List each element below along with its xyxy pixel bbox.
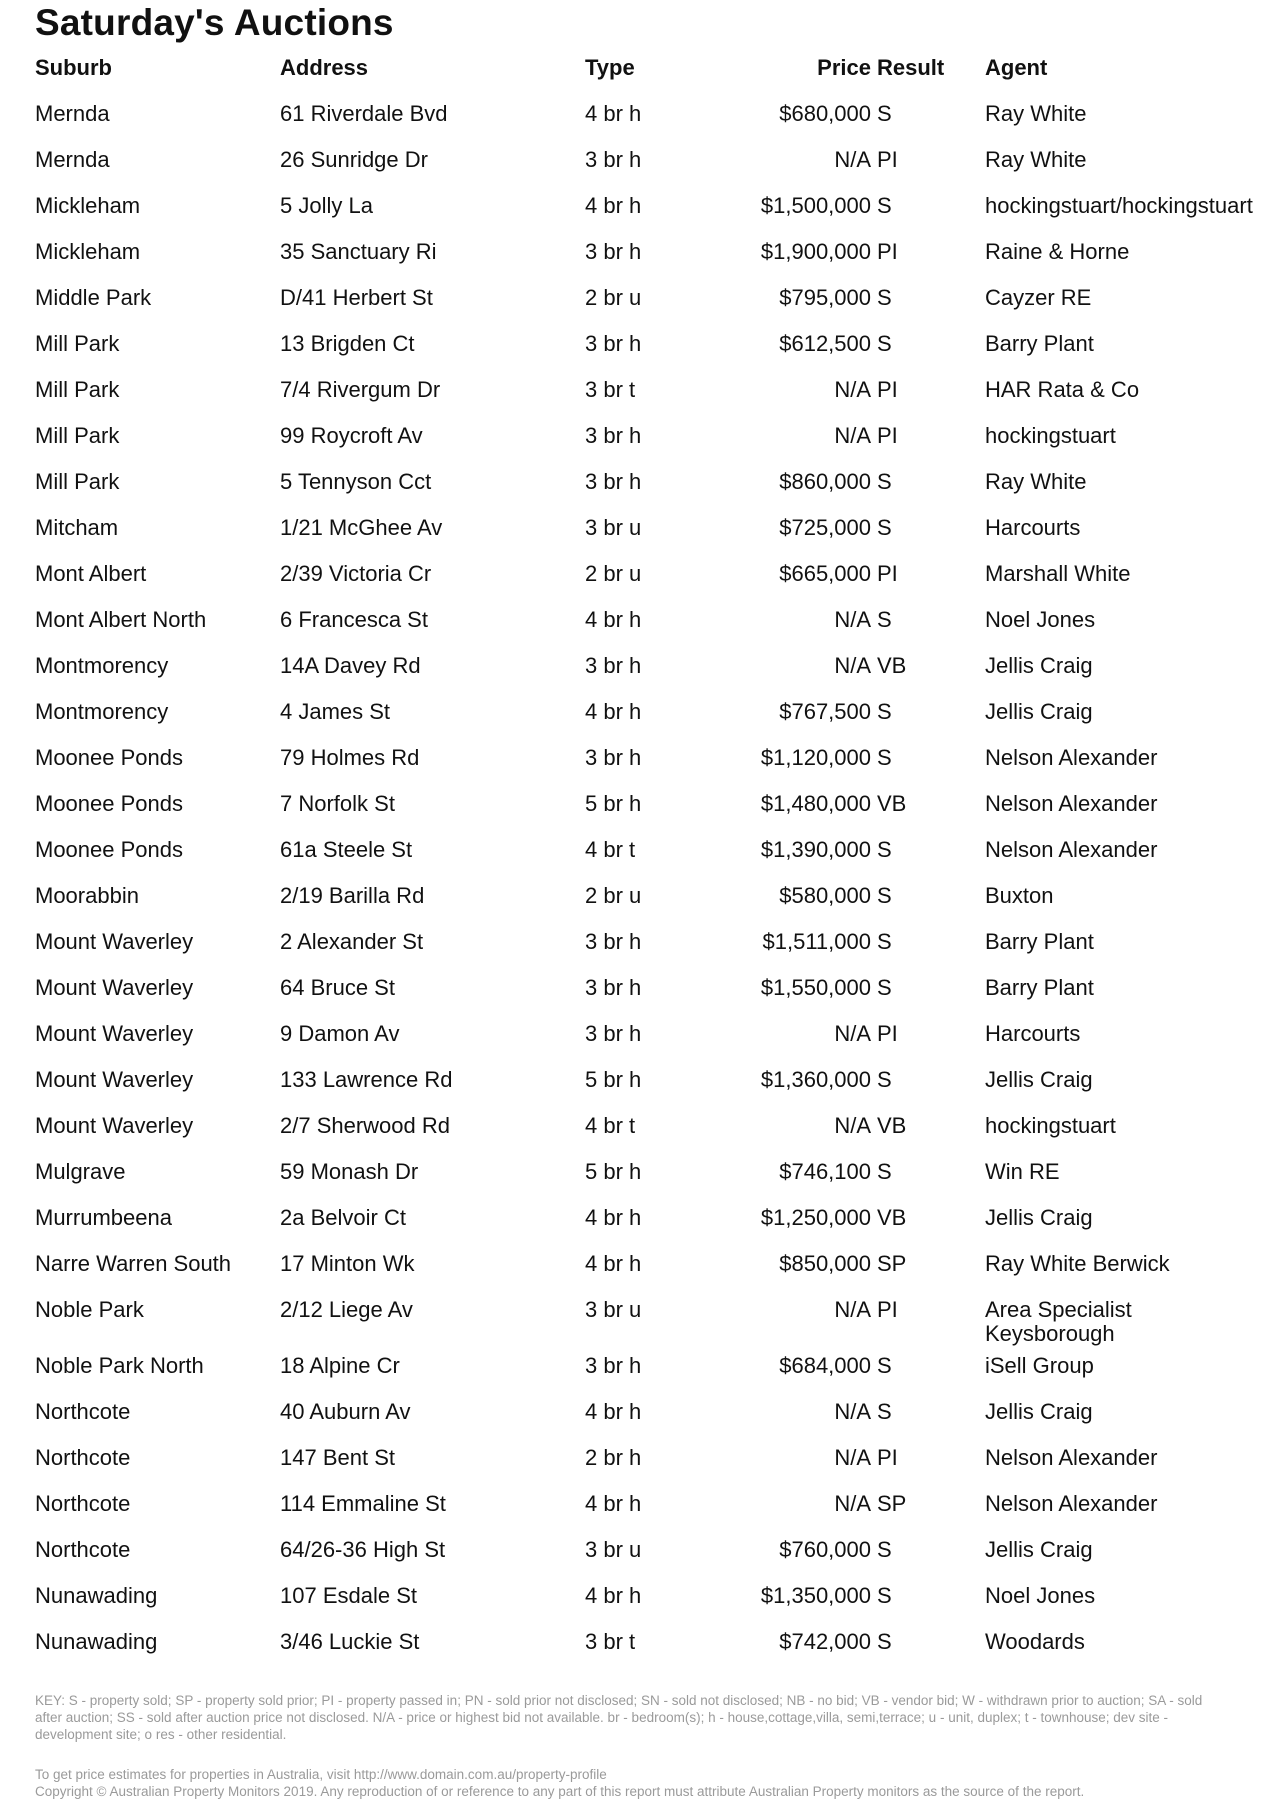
cell-agent: Barry Plant <box>985 331 1094 356</box>
footer <box>35 1766 1230 1800</box>
cell-agent: Woodards <box>985 1629 1085 1654</box>
table-row <box>35 516 1260 562</box>
footer-copyright: Copyright © Australian Property Monitors 2019. Any reproduction of or reference to any part of this report must attribute Australian Property monitors as the source of the report. <box>35 1784 1085 1799</box>
cell-result: S <box>877 699 892 724</box>
cell-type: 4 br h <box>585 1583 642 1608</box>
cell-agent: Nelson Alexander <box>985 837 1158 862</box>
cell-result: PI <box>877 1297 898 1322</box>
table-row <box>35 470 1260 516</box>
cell-type: 4 br h <box>585 1491 642 1516</box>
cell-address: 7 Norfolk St <box>280 791 395 816</box>
cell-suburb: Middle Park <box>35 285 152 310</box>
cell-agent: Win RE <box>985 1159 1060 1184</box>
cell-agent: hockingstuart/hockingstuart <box>985 193 1253 218</box>
cell-result: PI <box>877 377 898 402</box>
cell-address: 13 Brigden Ct <box>280 331 415 356</box>
table-row <box>35 562 1260 608</box>
table-row <box>35 1630 1260 1676</box>
cell-type: 3 br h <box>585 469 642 494</box>
cell-price: N/A <box>834 1491 871 1516</box>
cell-result: VB <box>877 791 907 816</box>
cell-suburb: Mickleham <box>35 239 141 264</box>
cell-price: $1,350,000 <box>760 1583 871 1608</box>
cell-result: PI <box>877 147 898 172</box>
cell-result: S <box>877 101 892 126</box>
cell-address: 59 Monash Dr <box>280 1159 419 1184</box>
cell-type: 4 br h <box>585 101 642 126</box>
cell-agent: Barry Plant <box>985 929 1094 954</box>
table-row <box>35 792 1260 838</box>
cell-result: PI <box>877 423 898 448</box>
cell-price: $725,000 <box>779 515 871 540</box>
cell-agent: HAR Rata & Co <box>985 377 1140 402</box>
cell-address: 64 Bruce St <box>280 975 395 1000</box>
cell-suburb: Mitcham <box>35 515 119 540</box>
cell-address: 26 Sunridge Dr <box>280 147 428 172</box>
cell-agent: Harcourts <box>985 1021 1081 1046</box>
cell-agent: Jellis Craig <box>985 699 1093 724</box>
cell-address: D/41 Herbert St <box>280 285 433 310</box>
cell-result: VB <box>877 1205 907 1230</box>
cell-result: S <box>877 331 892 356</box>
cell-price: $795,000 <box>779 285 871 310</box>
column-header-agent: Agent <box>985 55 1048 80</box>
cell-agent: Nelson Alexander <box>985 791 1158 816</box>
cell-type: 4 br h <box>585 1205 642 1230</box>
column-header-type: Type <box>585 55 635 80</box>
cell-suburb: Mernda <box>35 147 110 172</box>
table-row <box>35 1446 1260 1492</box>
cell-price: $1,360,000 <box>760 1067 871 1092</box>
cell-suburb: Mount Waverley <box>35 1021 194 1046</box>
table-row <box>35 700 1260 746</box>
cell-agent: Cayzer RE <box>985 285 1092 310</box>
auction-table <box>35 56 1260 1676</box>
cell-agent: Jellis Craig <box>985 1067 1093 1092</box>
cell-address: 17 Minton Wk <box>280 1251 415 1276</box>
table-row <box>35 1492 1260 1538</box>
cell-address: 6 Francesca St <box>280 607 428 632</box>
cell-price: $1,480,000 <box>760 791 871 816</box>
cell-result: S <box>877 1537 892 1562</box>
table-row <box>35 1022 1260 1068</box>
cell-agent: hockingstuart <box>985 423 1116 448</box>
cell-address: 7/4 Rivergum Dr <box>280 377 441 402</box>
cell-result: S <box>877 1399 892 1424</box>
cell-address: 114 Emmaline St <box>280 1491 446 1516</box>
cell-result: PI <box>877 239 898 264</box>
cell-agent: Ray White <box>985 147 1087 172</box>
column-header-suburb: Suburb <box>35 55 112 80</box>
cell-agent: Noel Jones <box>985 1583 1096 1608</box>
cell-address: 99 Roycroft Av <box>280 423 423 448</box>
cell-price: $767,500 <box>779 699 871 724</box>
cell-agent: Buxton <box>985 883 1054 908</box>
cell-type: 4 br h <box>585 607 642 632</box>
cell-type: 3 br h <box>585 1353 642 1378</box>
cell-price: $612,500 <box>779 331 871 356</box>
table-row <box>35 1068 1260 1114</box>
cell-address: 2/39 Victoria Cr <box>280 561 432 586</box>
cell-agent: Ray White <box>985 469 1087 494</box>
cell-type: 2 br u <box>585 883 642 908</box>
table-row <box>35 240 1260 286</box>
cell-result: S <box>877 1353 892 1378</box>
cell-suburb: Montmorency <box>35 699 169 724</box>
cell-address: 2/7 Sherwood Rd <box>280 1113 450 1138</box>
cell-result: S <box>877 883 892 908</box>
table-row <box>35 1114 1260 1160</box>
table-row <box>35 378 1260 424</box>
cell-address: 2/19 Barilla Rd <box>280 883 425 908</box>
cell-type: 3 br h <box>585 975 642 1000</box>
cell-address: 107 Esdale St <box>280 1583 417 1608</box>
cell-type: 4 br h <box>585 193 642 218</box>
cell-suburb: Mill Park <box>35 423 120 448</box>
cell-type: 3 br h <box>585 1021 642 1046</box>
cell-address: 64/26-36 High St <box>280 1537 446 1562</box>
cell-agent: Marshall White <box>985 561 1131 586</box>
table-row <box>35 286 1260 332</box>
cell-suburb: Mill Park <box>35 469 120 494</box>
table-row <box>35 1538 1260 1584</box>
cell-result: S <box>877 975 892 1000</box>
cell-suburb: Moonee Ponds <box>35 745 183 770</box>
cell-result: SP <box>877 1251 907 1276</box>
cell-price: $850,000 <box>779 1251 871 1276</box>
cell-address: 61a Steele St <box>280 837 413 862</box>
cell-result: S <box>877 745 892 770</box>
cell-result: S <box>877 515 892 540</box>
cell-type: 3 br h <box>585 331 642 356</box>
cell-suburb: Nunawading <box>35 1583 158 1608</box>
cell-suburb: Mickleham <box>35 193 141 218</box>
cell-result: S <box>877 469 892 494</box>
cell-suburb: Nunawading <box>35 1629 158 1654</box>
cell-price: $1,550,000 <box>760 975 871 1000</box>
cell-suburb: Narre Warren South <box>35 1251 232 1276</box>
cell-price: $580,000 <box>779 883 871 908</box>
cell-address: 5 Tennyson Cct <box>280 469 432 494</box>
cell-result: S <box>877 193 892 218</box>
table-row <box>35 838 1260 884</box>
cell-suburb: Northcote <box>35 1537 131 1562</box>
cell-agent: Barry Plant <box>985 975 1094 1000</box>
cell-address: 1/21 McGhee Av <box>280 515 443 540</box>
cell-type: 3 br u <box>585 1537 642 1562</box>
table-row <box>35 424 1260 470</box>
cell-price: $680,000 <box>779 101 871 126</box>
cell-address: 35 Sanctuary Ri <box>280 239 437 264</box>
table-row <box>35 1160 1260 1206</box>
cell-address: 5 Jolly La <box>280 193 373 218</box>
cell-result: VB <box>877 1113 907 1138</box>
cell-address: 14A Davey Rd <box>280 653 421 678</box>
cell-agent: iSell Group <box>985 1353 1094 1378</box>
cell-type: 5 br h <box>585 791 642 816</box>
cell-address: 4 James St <box>280 699 391 724</box>
cell-price: N/A <box>834 1021 871 1046</box>
cell-address: 133 Lawrence Rd <box>280 1067 453 1092</box>
table-row <box>35 1206 1260 1252</box>
cell-result: SP <box>877 1491 907 1516</box>
cell-suburb: Montmorency <box>35 653 169 678</box>
cell-suburb: Mont Albert <box>35 561 147 586</box>
cell-type: 3 br h <box>585 929 642 954</box>
table-row <box>35 194 1260 240</box>
cell-type: 4 br t <box>585 1113 636 1138</box>
cell-suburb: Moonee Ponds <box>35 837 183 862</box>
table-row <box>35 930 1260 976</box>
cell-suburb: Northcote <box>35 1399 131 1424</box>
cell-agent: Ray White <box>985 101 1087 126</box>
cell-result: S <box>877 1583 892 1608</box>
cell-price: N/A <box>834 423 871 448</box>
cell-type: 4 br h <box>585 1399 642 1424</box>
cell-address: 147 Bent St <box>280 1445 395 1470</box>
cell-type: 4 br h <box>585 1251 642 1276</box>
cell-suburb: Mill Park <box>35 331 120 356</box>
cell-suburb: Northcote <box>35 1491 131 1516</box>
cell-price: N/A <box>834 653 871 678</box>
table-row <box>35 1252 1260 1298</box>
cell-type: 2 br u <box>585 561 642 586</box>
cell-suburb: Mount Waverley <box>35 1067 194 1092</box>
cell-address: 79 Holmes Rd <box>280 745 420 770</box>
cell-price: $860,000 <box>779 469 871 494</box>
cell-price: N/A <box>834 147 871 172</box>
cell-result: S <box>877 285 892 310</box>
cell-price: $1,900,000 <box>760 239 871 264</box>
cell-agent: Harcourts <box>985 515 1081 540</box>
cell-price: $1,120,000 <box>760 745 871 770</box>
table-row <box>35 746 1260 792</box>
cell-type: 4 br h <box>585 699 642 724</box>
table-row <box>35 1400 1260 1446</box>
cell-result: PI <box>877 561 898 586</box>
cell-type: 3 br u <box>585 1297 642 1322</box>
cell-address: 2/12 Liege Av <box>280 1297 413 1322</box>
cell-result: VB <box>877 653 907 678</box>
cell-suburb: Mernda <box>35 101 110 126</box>
footer-price-estimate-note: To get price estimates for properties in Australia, visit http://www.domain.com.au/property-profile <box>35 1767 607 1782</box>
cell-suburb: Mont Albert North <box>35 607 207 632</box>
table-row <box>35 102 1260 148</box>
cell-suburb: Mount Waverley <box>35 929 194 954</box>
cell-price: $1,250,000 <box>760 1205 871 1230</box>
cell-agent: Ray White Berwick <box>985 1251 1170 1276</box>
cell-result: S <box>877 1629 892 1654</box>
cell-result: S <box>877 929 892 954</box>
cell-type: 5 br h <box>585 1067 642 1092</box>
table-row <box>35 884 1260 930</box>
cell-type: 2 br u <box>585 285 642 310</box>
cell-suburb: Mulgrave <box>35 1159 126 1184</box>
cell-price: $1,500,000 <box>760 193 871 218</box>
cell-suburb: Northcote <box>35 1445 131 1470</box>
cell-result: S <box>877 1067 892 1092</box>
cell-address: 61 Riverdale Bvd <box>280 101 448 126</box>
cell-suburb: Mount Waverley <box>35 975 194 1000</box>
cell-agent: Nelson Alexander <box>985 745 1158 770</box>
key-legend: KEY: S - property sold; SP - property sold prior; PI - property passed in; PN - sold prior not disclosed; SN - sold not disclosed; NB - no bid; VB - vendor bid; W - withdrawn prior to auction; SA - sold after auction; SS - sold after auction price not disclosed. N/A - price or highest bid not available. br - bedroom(s); h - house,cottage,villa, semi,terrace; u - unit, duplex; t - townhouse; dev site - development site; o res - other residential. <box>35 1693 1203 1742</box>
table-row <box>35 654 1260 700</box>
cell-address: 2 Alexander St <box>280 929 424 954</box>
cell-agent: Jellis Craig <box>985 1537 1093 1562</box>
cell-price: N/A <box>834 1297 871 1322</box>
cell-price: $1,511,000 <box>762 929 871 954</box>
cell-suburb: Moonee Ponds <box>35 791 183 816</box>
cell-result: S <box>877 837 892 862</box>
cell-address: 9 Damon Av <box>280 1021 400 1046</box>
cell-address: 18 Alpine Cr <box>280 1353 400 1378</box>
table-row <box>35 1584 1260 1630</box>
cell-agent: Nelson Alexander <box>985 1445 1158 1470</box>
cell-address: 40 Auburn Av <box>280 1399 411 1424</box>
cell-suburb: Noble Park <box>35 1297 144 1322</box>
cell-result: S <box>877 607 892 632</box>
cell-price: N/A <box>834 377 871 402</box>
column-header-address: Address <box>280 55 369 80</box>
cell-price: $684,000 <box>779 1353 871 1378</box>
cell-price: N/A <box>834 1399 871 1424</box>
cell-type: 4 br t <box>585 837 636 862</box>
cell-type: 3 br h <box>585 147 642 172</box>
cell-type: 3 br h <box>585 745 642 770</box>
cell-agent: Area Specialist Keysborough <box>985 1297 1132 1346</box>
cell-type: 3 br h <box>585 423 642 448</box>
table-row <box>35 148 1260 194</box>
cell-type: 3 br h <box>585 239 642 264</box>
cell-agent: Raine & Horne <box>985 239 1130 264</box>
cell-type: 3 br t <box>585 377 636 402</box>
cell-price: $1,390,000 <box>760 837 871 862</box>
cell-suburb: Moorabbin <box>35 883 139 908</box>
cell-agent: hockingstuart <box>985 1113 1116 1138</box>
table-row <box>35 1354 1260 1400</box>
cell-suburb: Murrumbeena <box>35 1205 172 1230</box>
table-row <box>35 1298 1260 1354</box>
table-row <box>35 976 1260 1022</box>
cell-price: N/A <box>834 1113 871 1138</box>
cell-address: 2a Belvoir Ct <box>280 1205 406 1230</box>
column-header-price: Price <box>817 55 871 80</box>
table-header-row <box>35 56 1260 102</box>
cell-price: $742,000 <box>779 1629 871 1654</box>
cell-type: 2 br h <box>585 1445 642 1470</box>
cell-result: PI <box>877 1021 898 1046</box>
table-body <box>35 102 1260 1676</box>
cell-result: S <box>877 1159 892 1184</box>
page-title: Saturday's Auctions <box>35 2 394 43</box>
cell-suburb: Mount Waverley <box>35 1113 194 1138</box>
cell-price: $746,100 <box>779 1159 871 1184</box>
cell-type: 5 br h <box>585 1159 642 1184</box>
cell-address: 3/46 Luckie St <box>280 1629 420 1654</box>
cell-price: N/A <box>834 1445 871 1470</box>
cell-price: N/A <box>834 607 871 632</box>
cell-type: 3 br h <box>585 653 642 678</box>
cell-price: $760,000 <box>779 1537 871 1562</box>
cell-agent: Jellis Craig <box>985 1205 1093 1230</box>
table-row <box>35 608 1260 654</box>
cell-suburb: Mill Park <box>35 377 120 402</box>
cell-suburb: Noble Park North <box>35 1353 204 1378</box>
column-header-result: Result <box>877 55 945 80</box>
cell-price: $665,000 <box>779 561 871 586</box>
cell-agent: Jellis Craig <box>985 1399 1093 1424</box>
table-row <box>35 332 1260 378</box>
cell-agent: Nelson Alexander <box>985 1491 1158 1516</box>
cell-agent: Jellis Craig <box>985 653 1093 678</box>
cell-type: 3 br t <box>585 1629 636 1654</box>
cell-result: PI <box>877 1445 898 1470</box>
cell-type: 3 br u <box>585 515 642 540</box>
cell-agent: Noel Jones <box>985 607 1096 632</box>
